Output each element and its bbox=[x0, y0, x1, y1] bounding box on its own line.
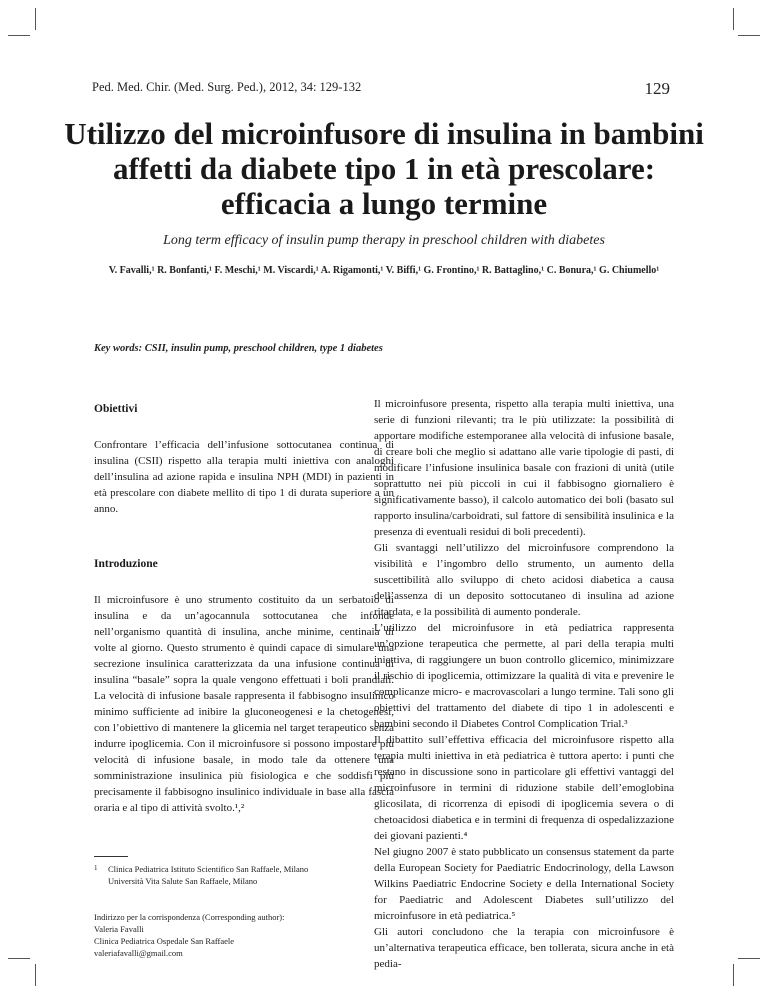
affiliation-line: Clinica Pediatrica Istituto Scientifico San Raffaele, Milano bbox=[108, 864, 309, 874]
footnote-mark: 1 bbox=[94, 864, 98, 872]
crop-mark bbox=[733, 964, 734, 986]
crop-mark bbox=[738, 35, 760, 36]
title-line: efficacia a lungo termine bbox=[220, 186, 548, 221]
keywords: Key words: CSII, insulin pump, preschool children, type 1 diabetes bbox=[94, 343, 383, 354]
crop-mark bbox=[733, 8, 734, 30]
section-heading-introduzione: Introduzione bbox=[94, 558, 158, 570]
english-subtitle: Long term efficacy of insulin pump therapy in preschool children with diabetes bbox=[163, 233, 605, 248]
address-line: Valeria Favalli bbox=[94, 924, 144, 934]
left-column bbox=[94, 396, 394, 959]
running-head: Ped. Med. Chir. (Med. Surg. Ped.), 2012, 34: 129-132 bbox=[92, 80, 362, 94]
address-line: Indirizzo per la corrispondenza (Corresponding author): bbox=[94, 912, 285, 922]
paragraph-obiettivi: Confrontare l’efficacia dell’infusione sottocutanea continua di insulina (CSII) rispetto alla terapia multi iniettiva con analoghi dell’insulina ad azione rapida e insulina NPH (MDI) in pazienti in età prescolare con diabete mellito di tipo 1 di durata superiore a un anno. bbox=[94, 439, 394, 515]
crop-mark bbox=[35, 964, 36, 986]
footnote-rule bbox=[94, 856, 128, 857]
crop-mark bbox=[738, 958, 760, 959]
title-line: Utilizzo del microinfusore di insulina in bambini bbox=[64, 116, 704, 151]
page-number: 129 bbox=[644, 79, 670, 98]
email-address: valeriafavalli@gmail.com bbox=[94, 948, 183, 958]
author-list: V. Favalli,¹ R. Bonfanti,¹ F. Meschi,¹ M. Viscardi,¹ A. Rigamonti,¹ V. Biffi,¹ G. Frontino,¹ R. Battaglino,¹ C. Bonura,¹ G. Chiumello¹ bbox=[108, 265, 660, 276]
article-title bbox=[60, 116, 708, 221]
crop-mark bbox=[8, 958, 30, 959]
correspondence-address bbox=[94, 911, 394, 959]
affiliation-footnote bbox=[94, 863, 394, 887]
paragraph: Gli svantaggi nell’utilizzo del microinfusore comprendono la visibilità e l’ingombro dello strumento, un aumento della suscettibilità allo sviluppo di cheto acidosi diabetica a causa dell’assenza di un deposito sottocutaneo di insulina ad azione ritardata, e la possibilità di aumento ponderale. bbox=[374, 542, 674, 618]
paragraph: Gli autori concludono che la terapia con microinfusore è un’alternativa terapeutica efficace, ben tollerata, sicura anche in età pedia- bbox=[374, 926, 674, 970]
paragraph: Il dibattito sull’effettiva efficacia del microinfusore rispetto alla terapia multi iniettiva in età pediatrica è tuttora aperto: i punti che restano in discussione sono in particolare gli effettivi vantaggi del microinfusore in termini di riduzione stabile dell’emoglobina glicosilata, di ricorrenza di episodi di ipoglicemia severa o di chetoacidosi diabetica e in termini di frequenza di ospedalizzazione dei giovani pazienti.⁴ bbox=[374, 734, 674, 842]
section-heading-obiettivi: Obiettivi bbox=[94, 403, 138, 415]
address-line: Clinica Pediatrica Ospedale San Raffaele bbox=[94, 936, 235, 946]
affiliation-line: Università Vita Salute San Raffaele, Milano bbox=[108, 876, 258, 886]
paragraph: Nel giugno 2007 è stato pubblicato un consensus statement da parte della European Society for Paediatric Endocrinology, della Lawson Wilkins Paediatric Endocrine Society e della International Society for Paediatric and Adolescent Diabetes sull’utilizzo del microinfusore in età pediatrica.⁵ bbox=[374, 846, 674, 922]
crop-mark bbox=[8, 35, 30, 36]
title-line: affetti da diabete tipo 1 in età prescolare: bbox=[112, 151, 656, 186]
paragraph: Il microinfusore presenta, rispetto alla terapia multi iniettiva, una serie di funzioni rilevanti; tra le più utilizzate: la possibilità di apportare modifiche estemporanee alla velocità di infusione basale, di creare boli che meglio si adattano alle varie tipologie di pasti, di modificare l’infusione insulinica basale con frazioni di unità (utile soprattutto nei più piccoli in cui il fabbisogno giornaliero è significativamente basso), il calcolo automatico dei boli (basato sul rapporto insulina/carboidrati, sul fattore di sensibilità insulinica e la presenza di eventuali residui di boli precedenti). bbox=[374, 398, 674, 538]
paragraph: L’utilizzo del microinfusore in età pediatrica rappresenta un’opzione terapeutica che permette, al pari della terapia multi iniettiva, di raggiungere un buon controllo glicemico, minimizzare il rischio di ipoglicemia, ottimizzare la qualità di vita e prevenire le complicanze micro- e macrovascolari a lungo termine. Tali sono gli obiettivi del trattamento del diabete di tipo 1 in adolescenti e bambini secondo il Diabetes Control Complication Trial.³ bbox=[374, 622, 674, 730]
right-column bbox=[374, 396, 674, 972]
crop-mark bbox=[35, 8, 36, 30]
paragraph-introduzione: Il microinfusore è uno strumento costituito da un serbatoio di insulina e da un’agocannula sottocutanea che infonde nell’organismo quantità di insulina, anche minime, centinaia di volte al giorno. Questo strumento è quindi capace di simulare una secrezione insulinica caratterizzata da una infusione continua di insulina “basale” sopra la quale vengono effettuati i boli prandiali. La velocità di infusione basale rappresenta il fabbisogno insulinico minimo sufficiente ad inibire la gluconeogenesi e la chetogenesi, con l’obiettivo di mantenere la glicemia nel target terapeutico senza indurre ipoglicemia. Con il microinfusore si possono impostare più velocità di infusione basale, in modo tale da ottenere una somministrazione insulinica più fisiologica e che soddisfi più precisamente il fabbisogno insulinico individuale in base alla fascia oraria e al tipo di attività svolto.¹,² bbox=[94, 594, 394, 814]
